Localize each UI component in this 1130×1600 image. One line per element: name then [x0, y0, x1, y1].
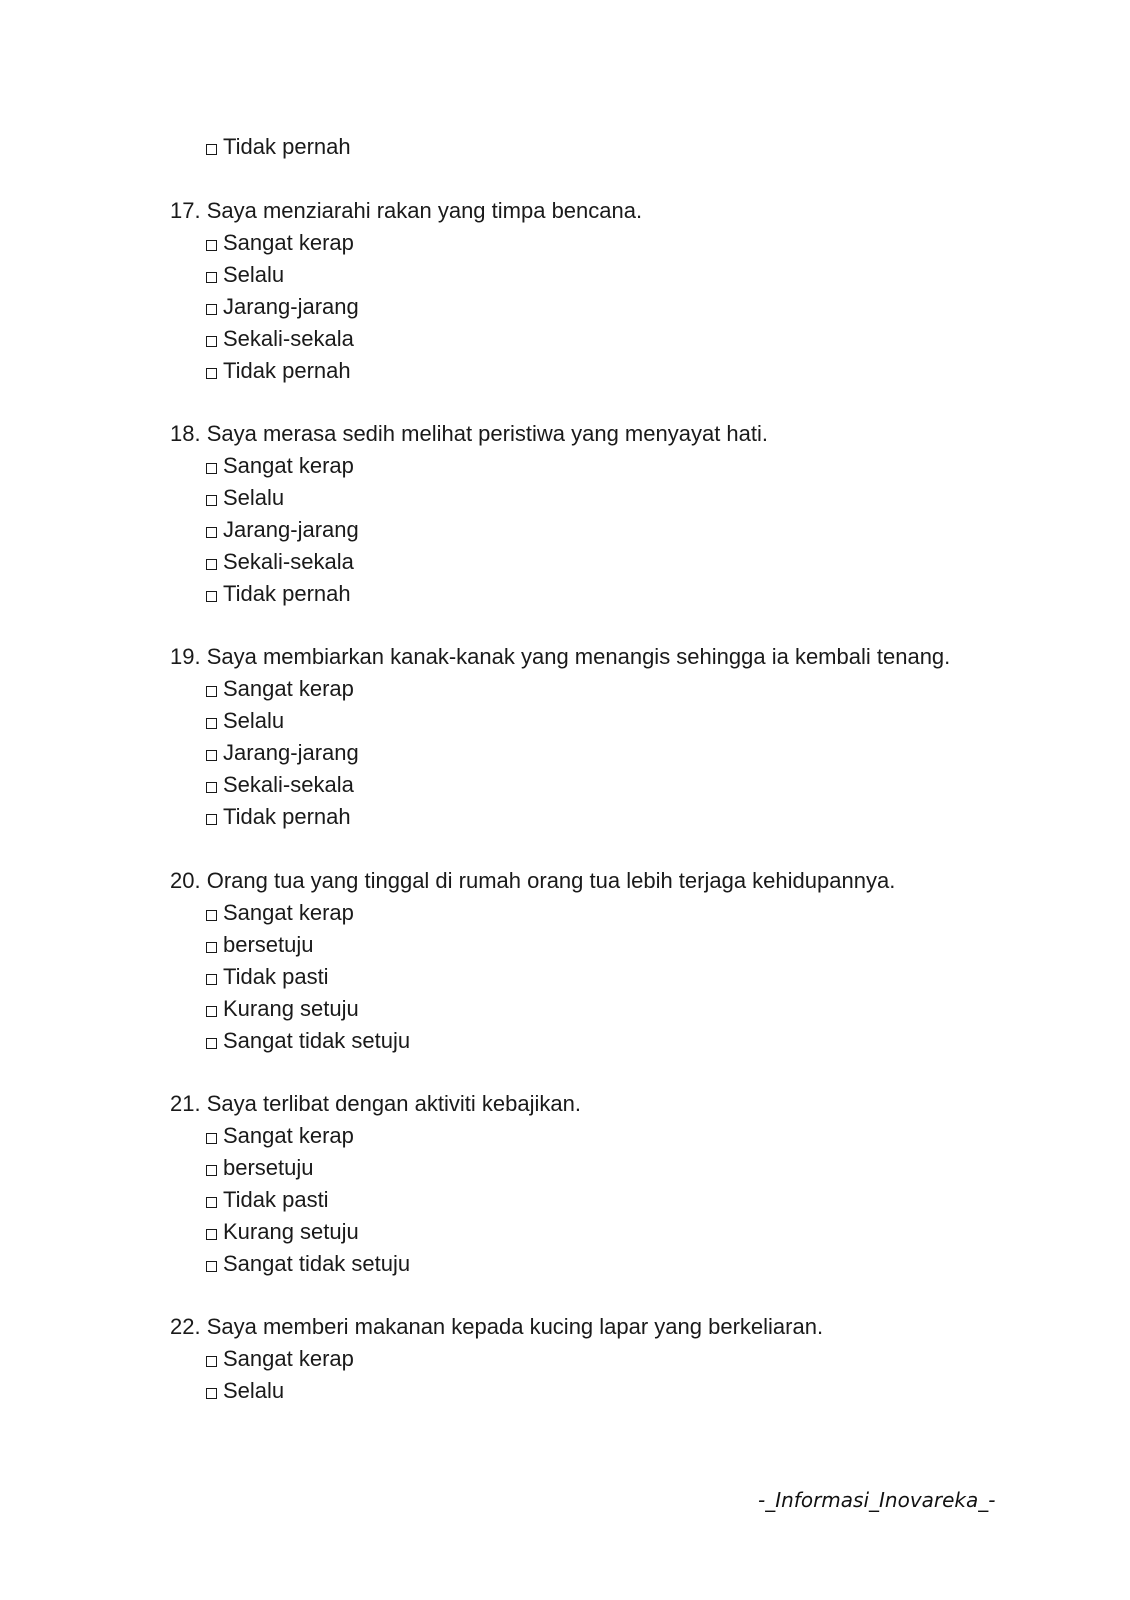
option-label: Sangat tidak setuju [223, 1028, 411, 1053]
checkbox-icon[interactable] [206, 686, 217, 697]
question-18 [170, 418, 1030, 610]
question-prompt: Saya memberi makanan kepada kucing lapar yang berkeliaran. [206, 1314, 824, 1339]
checkbox-icon[interactable] [206, 974, 217, 985]
question-20 [170, 865, 1030, 1057]
option-label: Tidak pernah [223, 134, 351, 159]
question-text [170, 641, 1030, 673]
option-item[interactable] [206, 1248, 1030, 1280]
option-item[interactable] [206, 482, 1030, 514]
question-prompt: Orang tua yang tinggal di rumah orang tua lebih terjaga kehidupannya. [206, 868, 896, 893]
option-item[interactable] [206, 993, 1030, 1025]
option-label: bersetuju [223, 932, 314, 957]
question-prompt: Saya terlibat dengan aktiviti kebajikan. [206, 1091, 581, 1116]
checkbox-icon[interactable] [206, 1133, 217, 1144]
option-item[interactable] [206, 1184, 1030, 1216]
checkbox-icon[interactable] [206, 336, 217, 347]
question-22 [170, 1311, 1030, 1407]
question-number: 18. [170, 421, 201, 446]
checkbox-icon[interactable] [206, 814, 217, 825]
option-label: Jarang-jarang [223, 740, 359, 765]
option-label: Sekali-sekala [223, 772, 354, 797]
question-prompt: Saya menziarahi rakan yang timpa bencana. [206, 198, 643, 223]
option-item[interactable] [206, 578, 1030, 610]
question-text [170, 195, 1030, 227]
checkbox-icon[interactable] [206, 272, 217, 283]
option-item[interactable] [206, 514, 1030, 546]
checkbox-icon[interactable] [206, 718, 217, 729]
option-label: Kurang setuju [223, 1219, 359, 1244]
checkbox-icon[interactable] [206, 591, 217, 602]
option-label: bersetuju [223, 1155, 314, 1180]
option-label: Sekali-sekala [223, 326, 354, 351]
checkbox-icon[interactable] [206, 1006, 217, 1017]
option-label: Sangat kerap [223, 453, 354, 478]
option-item[interactable] [206, 673, 1030, 705]
checkbox-icon[interactable] [206, 1356, 217, 1367]
checkbox-icon[interactable] [206, 1197, 217, 1208]
option-list [170, 673, 1030, 833]
option-label: Tidak pasti [223, 1187, 329, 1212]
checkbox-icon[interactable] [206, 240, 217, 251]
option-list [170, 1343, 1030, 1407]
question-19 [170, 641, 1030, 833]
option-item[interactable] [206, 1152, 1030, 1184]
option-label: Tidak pernah [223, 358, 351, 383]
checkbox-icon[interactable] [206, 559, 217, 570]
option-list [170, 897, 1030, 1057]
option-item[interactable] [206, 897, 1030, 929]
option-item[interactable] [206, 450, 1030, 482]
checkbox-icon[interactable] [206, 463, 217, 474]
option-label: Sangat kerap [223, 1123, 354, 1148]
checkbox-icon[interactable] [206, 304, 217, 315]
option-label: Kurang setuju [223, 996, 359, 1021]
option-label: Jarang-jarang [223, 517, 359, 542]
option-label: Sangat kerap [223, 676, 354, 701]
option-label: Selalu [223, 485, 285, 510]
checkbox-icon[interactable] [206, 1229, 217, 1240]
checkbox-icon[interactable] [206, 910, 217, 921]
option-item[interactable] [206, 705, 1030, 737]
checkbox-icon[interactable] [206, 1165, 217, 1176]
option-label: Selalu [223, 262, 285, 287]
question-number: 21. [170, 1091, 201, 1116]
question-prompt: Saya merasa sedih melihat peristiwa yang menyayat hati. [206, 421, 768, 446]
question-text [170, 1088, 1030, 1120]
option-label: Sangat kerap [223, 230, 354, 255]
option-item[interactable] [206, 355, 1030, 387]
checkbox-icon[interactable] [206, 527, 217, 538]
option-item[interactable] [206, 929, 1030, 961]
question-17 [170, 195, 1030, 387]
option-item[interactable] [206, 259, 1030, 291]
checkbox-icon[interactable] [206, 495, 217, 506]
checkbox-icon[interactable] [206, 782, 217, 793]
checkbox-icon[interactable] [206, 750, 217, 761]
option-item[interactable] [206, 1120, 1030, 1152]
option-item[interactable] [206, 323, 1030, 355]
option-item[interactable] [206, 961, 1030, 993]
footer-watermark: -_Informasi_Inovareka_- [758, 1488, 996, 1512]
option-label: Tidak pasti [223, 964, 329, 989]
option-label: Selalu [223, 1378, 285, 1403]
question-number: 19. [170, 644, 201, 669]
option-item[interactable] [206, 546, 1030, 578]
option-list [170, 227, 1030, 387]
checkbox-icon[interactable] [206, 1038, 217, 1049]
question-number: 20. [170, 868, 201, 893]
question-text [170, 865, 1030, 897]
option-list [170, 450, 1030, 610]
option-item[interactable] [206, 769, 1030, 801]
option-label: Selalu [223, 708, 285, 733]
question-21 [170, 1088, 1030, 1280]
option-label: Tidak pernah [223, 804, 351, 829]
checkbox-icon[interactable] [206, 1388, 217, 1399]
question-prompt: Saya membiarkan kanak-kanak yang menangis sehingga ia kembali tenang. [206, 644, 951, 669]
question-number: 22. [170, 1314, 201, 1339]
option-label: Tidak pernah [223, 581, 351, 606]
question-text [170, 418, 1030, 450]
option-orphan[interactable] [206, 131, 351, 163]
option-label: Sekali-sekala [223, 549, 354, 574]
option-label: Jarang-jarang [223, 294, 359, 319]
option-label: Sangat kerap [223, 1346, 354, 1371]
option-item[interactable] [206, 801, 1030, 833]
option-item[interactable] [206, 1375, 1030, 1407]
option-label: Sangat tidak setuju [223, 1251, 411, 1276]
option-item[interactable] [206, 737, 1030, 769]
option-item[interactable] [206, 1216, 1030, 1248]
checkbox-icon[interactable] [206, 942, 217, 953]
option-item[interactable] [206, 1025, 1030, 1057]
option-list [170, 1120, 1030, 1280]
option-item[interactable] [206, 227, 1030, 259]
checkbox-icon[interactable] [206, 368, 217, 379]
checkbox-icon[interactable] [206, 1261, 217, 1272]
checkbox-icon[interactable] [206, 144, 217, 155]
question-number: 17. [170, 198, 201, 223]
option-label: Sangat kerap [223, 900, 354, 925]
option-item[interactable] [206, 1343, 1030, 1375]
option-item[interactable] [206, 291, 1030, 323]
question-text [170, 1311, 1030, 1343]
